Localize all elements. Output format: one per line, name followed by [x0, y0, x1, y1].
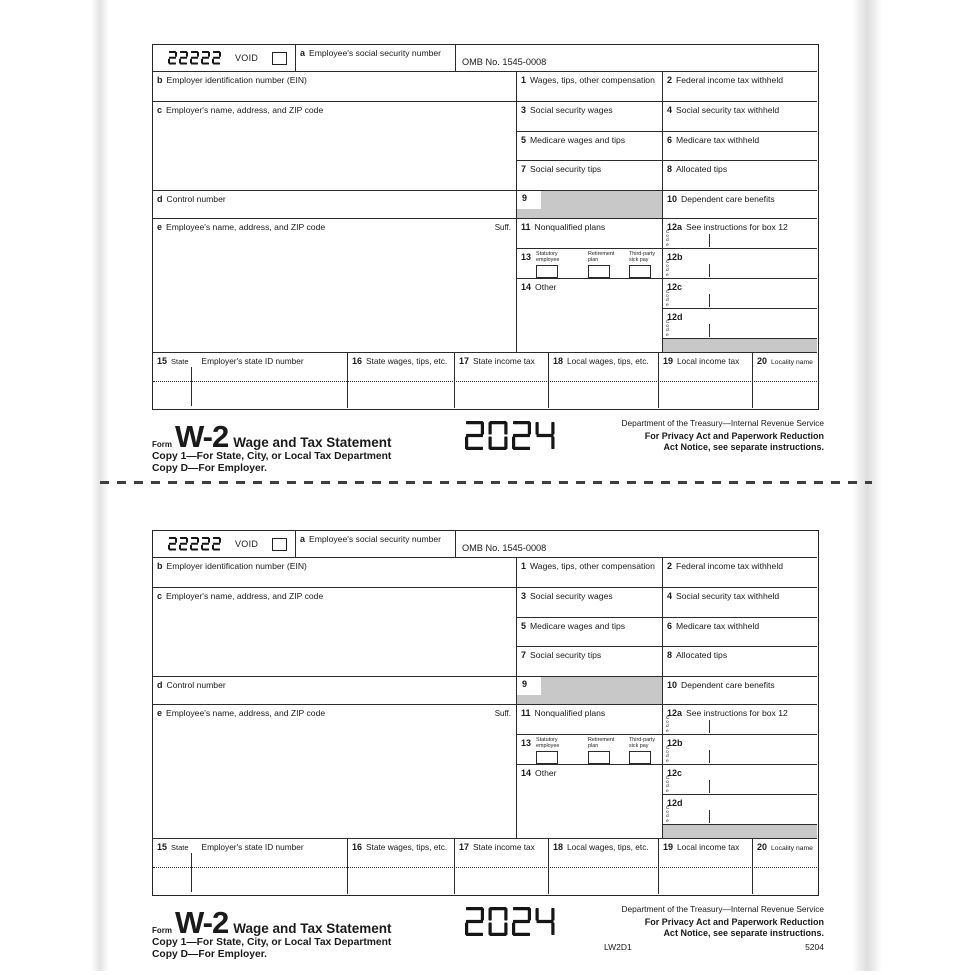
third-party-sick-pay-checkbox[interactable] [629, 751, 651, 764]
code-divider-line [709, 294, 710, 307]
box-letter: e [157, 222, 163, 232]
copy-line-1: Copy 1—For State, City, or Local Tax Department [152, 451, 392, 462]
form-title-line [152, 905, 392, 941]
box-number: 18 [553, 356, 564, 366]
box-letter: d [157, 680, 163, 690]
box-12c [663, 765, 817, 795]
box-number: 12a [667, 222, 683, 232]
box-number: 15 [157, 842, 168, 852]
department-line: Department of the Treasury—Internal Revenue Service [621, 418, 824, 428]
tax-year [465, 907, 555, 936]
w2-copy-bottom [152, 530, 852, 975]
box-label: Employee's name, address, and ZIP code [166, 708, 326, 718]
state-row-dotted-line [153, 381, 817, 382]
third-party-sick-pay-group [629, 738, 655, 764]
box-label: State wages, tips, etc. [366, 842, 448, 852]
form-title: Wage and Tax Statement [233, 435, 392, 450]
box-number: 3 [521, 105, 527, 115]
box-label: Locality name [771, 845, 813, 852]
box-label: Employee's name, address, and ZIP code [166, 222, 326, 232]
form-name: W-2 [175, 905, 229, 940]
privacy-notice-line-1: For Privacy Act and Paperwork Reduction [644, 917, 824, 927]
w2-form [152, 44, 832, 474]
retirement-plan-group [588, 738, 614, 764]
box-11-nonqualified-plans [517, 219, 663, 249]
shaded-strip [663, 825, 817, 839]
box-11-nonqualified-plans [517, 705, 663, 735]
box-number: 1 [521, 75, 527, 85]
box-number: 2 [667, 75, 673, 85]
box-label: Wages, tips, other compensation [530, 75, 655, 85]
box-14-other [517, 765, 663, 839]
form-title-line [152, 419, 392, 455]
box-label: State income tax [473, 842, 535, 852]
box-1-wages [517, 72, 663, 102]
code-divider-line [709, 750, 710, 763]
box-number: 6 [667, 621, 673, 631]
box-number: 20 [757, 842, 768, 852]
state-row-dotted-line [153, 867, 817, 868]
box-number: 6 [667, 135, 673, 145]
code-vertical-label: Code [666, 776, 670, 794]
code-vertical-label: Code [666, 290, 670, 308]
code-vertical-label: Code [666, 230, 670, 248]
box-number: 9 [517, 677, 541, 695]
statutory-employee-checkbox[interactable] [536, 265, 558, 278]
suffix-label: Suff. [494, 709, 511, 718]
box-label: Medicare wages and tips [530, 135, 626, 145]
box-label: Employer's name, address, and ZIP code [166, 105, 324, 115]
box-label: Employer's name, address, and ZIP code [166, 591, 324, 601]
box-label: Allocated tips [676, 650, 728, 660]
checkbox-label: Retirement [588, 251, 615, 257]
paper-left-edge-shadow [91, 0, 109, 971]
code-divider-line [709, 234, 710, 247]
box-d-control-number [153, 677, 517, 705]
void-box-cell [153, 45, 296, 72]
state-divider-line [191, 367, 192, 406]
box-number: 16 [352, 842, 363, 852]
checkbox-label: Third-party [629, 737, 656, 743]
box-number: 17 [459, 842, 470, 852]
code-vertical-label: Code [666, 320, 670, 338]
box-label: Employer's state ID number [201, 356, 304, 366]
box-number: 8 [667, 164, 673, 174]
box-label: Nonqualified plans [534, 708, 606, 718]
box-number: 19 [663, 842, 674, 852]
omb-label: OMB No. 1545-0008 [462, 543, 547, 553]
box-7-ss-tips [517, 647, 663, 677]
box-e-employee-name [153, 219, 517, 353]
box-number: 4 [667, 591, 673, 601]
box-label: Nonqualified plans [534, 222, 606, 232]
checkbox-label: plan [588, 256, 599, 263]
box-number: 11 [521, 708, 531, 718]
box-number: 7 [521, 164, 527, 174]
box-label: State [171, 843, 189, 852]
checkbox-label: Statutory [536, 737, 558, 743]
box-number: 12a [667, 708, 683, 718]
copy-line-2: Copy D—For Employer. [152, 949, 268, 960]
box-12a [663, 705, 817, 735]
retirement-plan-checkbox[interactable] [588, 265, 610, 278]
code-vertical-label: Code [666, 260, 670, 278]
box-label: Wages, tips, other compensation [530, 561, 655, 571]
form-word: Form [152, 440, 172, 449]
box-letter: b [157, 561, 163, 571]
box-9-shaded [517, 677, 663, 705]
box-number: 12d [667, 312, 683, 322]
box-6-medicare-tax [663, 132, 817, 161]
box-label: See instructions for box 12 [686, 222, 788, 232]
copy-line-2: Copy D—For Employer. [152, 463, 268, 474]
box-number: 18 [553, 842, 564, 852]
box-label: Medicare wages and tips [530, 621, 626, 631]
box-label: Social security tax withheld [676, 105, 780, 115]
box-a-ssn [296, 531, 456, 558]
box-2-federal-tax [663, 558, 817, 588]
box-label: Other [535, 768, 557, 778]
box-number: 12b [667, 252, 683, 262]
code-divider-line [709, 810, 710, 823]
box-letter: a [300, 534, 306, 544]
box-e-employee-name [153, 705, 517, 839]
void-label: VOID [235, 539, 259, 549]
box-number: 14 [521, 768, 532, 778]
box-12a [663, 219, 817, 249]
box-c-employer-name [153, 588, 517, 677]
box-number: 19 [663, 356, 674, 366]
checkbox-label: Retirement [588, 737, 615, 743]
code-divider-line [709, 780, 710, 793]
box-4-ss-tax [663, 588, 817, 618]
box-8-allocated-tips [663, 647, 817, 677]
box-number: 15 [157, 356, 168, 366]
box-label: Medicare tax withheld [676, 621, 760, 631]
box-12c [663, 279, 817, 309]
box-label: Dependent care benefits [681, 194, 775, 204]
box-number: 13 [521, 738, 532, 748]
form-word: Form [152, 926, 172, 935]
footer-right-block [604, 904, 824, 952]
product-code: LW2D1 [604, 942, 632, 952]
box-label: Medicare tax withheld [676, 135, 760, 145]
box-6-medicare-tax [663, 618, 817, 647]
box-number: 13 [521, 252, 532, 262]
copy-line-1: Copy 1—For State, City, or Local Tax Department [152, 937, 392, 948]
box-13-checkboxes [517, 735, 663, 765]
box-letter: a [300, 48, 306, 58]
box-label: State wages, tips, etc. [366, 356, 448, 366]
box-letter: c [157, 105, 163, 115]
box-label: Control number [166, 680, 226, 690]
box-number: 14 [521, 282, 532, 292]
code-divider-line [709, 720, 710, 733]
w2-form [152, 530, 832, 960]
retirement-plan-checkbox[interactable] [588, 751, 610, 764]
code-vertical-label: Code [666, 746, 670, 764]
box-label: Local income tax [677, 356, 740, 366]
omb-label: OMB No. 1545-0008 [462, 57, 547, 67]
code-vertical-label: Code [666, 716, 670, 734]
box-13-checkboxes [517, 249, 663, 279]
box-3-ss-wages [517, 588, 663, 618]
box-10-dependent-care [663, 191, 817, 219]
form-number: 5204 [805, 942, 824, 952]
box-a-ssn [296, 45, 456, 72]
box-label: Local income tax [677, 842, 740, 852]
box-1-wages [517, 558, 663, 588]
box-label: Social security tax withheld [676, 591, 780, 601]
department-line: Department of the Treasury—Internal Revenue Service [621, 904, 824, 914]
code-divider-line [709, 324, 710, 337]
box-9-shaded [517, 191, 663, 219]
box-12d [663, 309, 817, 339]
retirement-plan-group [588, 252, 614, 278]
box-2-federal-tax [663, 72, 817, 102]
box-number: 11 [521, 222, 531, 232]
box-label: Social security wages [530, 105, 613, 115]
box-number: 10 [667, 680, 678, 690]
box-number: 20 [757, 356, 768, 366]
statutory-employee-group [536, 738, 559, 764]
paper-right-edge-shadow [852, 0, 882, 971]
footer-right-block [604, 418, 824, 456]
form-code-22222 [168, 51, 221, 65]
box-4-ss-tax [663, 102, 817, 132]
box-c-employer-name [153, 102, 517, 191]
perforation-line [100, 481, 872, 484]
omb-number [456, 531, 817, 558]
privacy-notice-line-1: For Privacy Act and Paperwork Reduction [644, 431, 824, 441]
box-14-other [517, 279, 663, 353]
checkbox-label: employee [536, 256, 560, 263]
box-number: 4 [667, 105, 673, 115]
box-number: 12b [667, 738, 683, 748]
checkbox-label: sick pay [629, 742, 649, 749]
box-8-allocated-tips [663, 161, 817, 191]
box-label: Federal income tax withheld [676, 561, 784, 571]
box-b-ein [153, 72, 517, 102]
tax-year [465, 421, 555, 450]
omb-number [456, 45, 817, 72]
suffix-label: Suff. [494, 223, 511, 232]
box-label: Social security tips [530, 164, 602, 174]
box-label: Employee's social security number [309, 534, 442, 544]
checkbox-label: employee [536, 742, 560, 749]
box-10-dependent-care [663, 677, 817, 705]
box-label: Allocated tips [676, 164, 728, 174]
w2-copy-top [152, 44, 852, 489]
box-number: 9 [517, 191, 541, 209]
box-5-medicare-wages [517, 618, 663, 647]
checkbox-label: sick pay [629, 256, 649, 263]
box-letter: c [157, 591, 163, 601]
box-number: 2 [667, 561, 673, 571]
checkbox-label: Statutory [536, 251, 558, 257]
box-number: 12c [667, 282, 683, 292]
box-number: 3 [521, 591, 527, 601]
box-label: Social security tips [530, 650, 602, 660]
shaded-strip [663, 339, 817, 353]
form-title: Wage and Tax Statement [233, 921, 392, 936]
box-number: 17 [459, 356, 470, 366]
box-7-ss-tips [517, 161, 663, 191]
box-number: 12c [667, 768, 683, 778]
void-label: VOID [235, 53, 259, 63]
privacy-notice-line-2: Act Notice, see separate instructions. [663, 442, 824, 452]
statutory-employee-checkbox[interactable] [536, 751, 558, 764]
box-label: Social security wages [530, 591, 613, 601]
box-number: 5 [521, 135, 527, 145]
box-label: Dependent care benefits [681, 680, 775, 690]
box-3-ss-wages [517, 102, 663, 132]
box-number: 12d [667, 798, 683, 808]
void-checkbox[interactable] [272, 52, 287, 65]
box-b-ein [153, 558, 517, 588]
box-number: 5 [521, 621, 527, 631]
checkbox-label: plan [588, 742, 599, 749]
box-12b [663, 735, 817, 765]
box-label: Federal income tax withheld [676, 75, 784, 85]
checkbox-label: Third-party [629, 251, 656, 257]
box-number: 10 [667, 194, 678, 204]
state-divider-line [191, 853, 192, 892]
box-letter: e [157, 708, 163, 718]
box-label: Employee's social security number [309, 48, 442, 58]
box-label: Employer identification number (EIN) [166, 75, 307, 85]
form-footer [152, 903, 826, 969]
void-box-cell [153, 531, 296, 558]
box-12d [663, 795, 817, 825]
box-number: 8 [667, 650, 673, 660]
code-vertical-label: Code [666, 806, 670, 824]
box-label: Locality name [771, 359, 813, 366]
box-label: Employer's state ID number [201, 842, 304, 852]
box-5-medicare-wages [517, 132, 663, 161]
statutory-employee-group [536, 252, 559, 278]
form-footer [152, 417, 826, 483]
box-number: 16 [352, 356, 363, 366]
box-label: Control number [166, 194, 226, 204]
code-divider-line [709, 264, 710, 277]
box-label: Other [535, 282, 557, 292]
box-label: See instructions for box 12 [686, 708, 788, 718]
box-label: Local wages, tips, etc. [567, 356, 649, 366]
box-12b [663, 249, 817, 279]
void-checkbox[interactable] [272, 538, 287, 551]
box-label: Employer identification number (EIN) [166, 561, 307, 571]
box-label: State [171, 357, 189, 366]
box-number: 1 [521, 561, 527, 571]
form-code-22222 [168, 537, 221, 551]
third-party-sick-pay-group [629, 252, 655, 278]
box-d-control-number [153, 191, 517, 219]
w2-grid [152, 44, 819, 410]
privacy-notice-line-2: Act Notice, see separate instructions. [663, 928, 824, 938]
box-label: Local wages, tips, etc. [567, 842, 649, 852]
box-label: State income tax [473, 356, 535, 366]
w2-grid [152, 530, 819, 896]
box-letter: b [157, 75, 163, 85]
form-name: W-2 [175, 419, 229, 454]
box-number: 7 [521, 650, 527, 660]
third-party-sick-pay-checkbox[interactable] [629, 265, 651, 278]
box-letter: d [157, 194, 163, 204]
